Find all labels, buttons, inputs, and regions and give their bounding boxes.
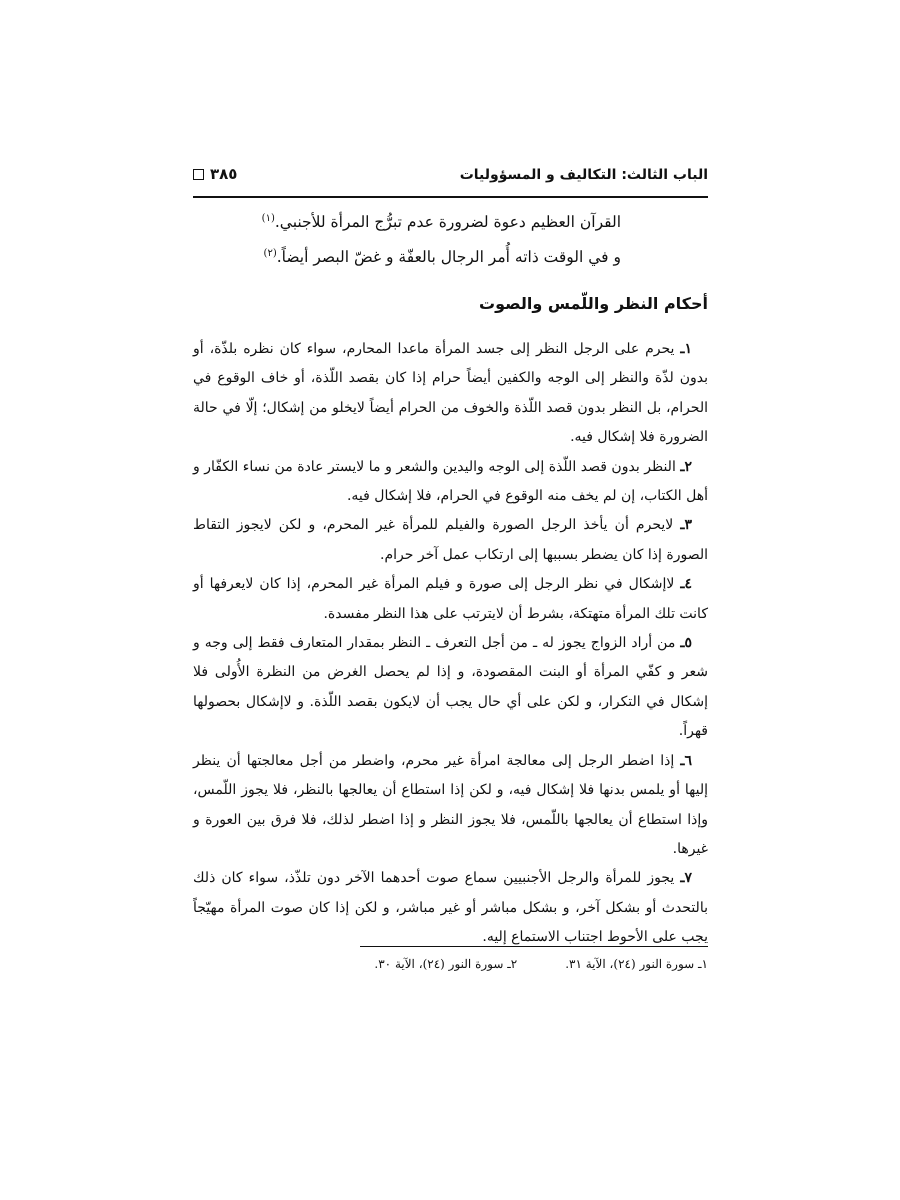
intro-line: القرآن العظيم دعوة لضرورة عدم تبرُّج المرأة للأجنبي.$^{(١)}$ (261, 213, 621, 232)
footnotes (193, 957, 708, 971)
square-marker-icon (193, 169, 204, 180)
rule-number: ٦ـ (680, 752, 692, 769)
chapter-title: الباب الثالث: التكاليف و المسؤوليات (459, 167, 708, 183)
header-divider (193, 196, 708, 198)
page-header (193, 163, 708, 193)
rule-paragraph (193, 570, 708, 629)
rule-text: يجوز للمرأة والرجل الأجنبيين سماع صوت أحدهما الآخر دون تلذّذ، سواء كان ذلك بالتحدث أو بشكل آخر، و بشكل مباشر أو غير مباشر، و لكن إذا كان صوت المرأة مهيّجاً يجب على الأحوط اجتناب الاستماع إليه. (193, 870, 708, 946)
section-title: أحكام النظر واللّمس والصوت (479, 294, 708, 313)
rule-number: ٣ـ (680, 517, 692, 534)
page-number: ٣٨٥ (210, 165, 238, 183)
rule-text: إذا اضطر الرجل إلى معالجة امرأة غير محرم، واضطر من أجل معالجتها أن ينظر إليها أو يلمس بدنها فلا إشكال فيه، و لكن إذا استطاع أن يعالجها بالنظر، فلا يجوز اللّمس، وإذا استطاع أن يعالجها باللّمس، فلا يجوز النظر و إذا اضطر لذلك، فلا فرق بين العورة و غيرها. (193, 752, 708, 857)
footnote-ref: (٢) (263, 248, 277, 260)
rule-text: النظر بدون قصد اللّذة إلى الوجه واليدين والشعر و ما لايستر عادة من نساء الكفّار و أهل الكتاب، إن لم يخف منه الوقوع في الحرام، فلا إشكال فيه. (193, 458, 708, 505)
rules-list (193, 335, 708, 953)
rule-paragraph (193, 511, 708, 570)
rule-number: ٥ـ (680, 635, 693, 652)
rule-text: من أراد الزواج يجوز له ـ من أجل التعرف ـ النظر بمقدار المتعارف فقط إلى وجه و شعر و كفّي المرأة أو البنت المقصودة، و إذا لم يحصل الغرض من النظرة الأُولى فلا إشكال في التكرار، و لكن على أي حال يجب أن لايكون بقصد اللّذة. و لاإشكال بحصولها قهراً. (193, 635, 708, 740)
rule-number: ١ـ (680, 341, 693, 357)
rule-number: ٢ـ (680, 458, 693, 475)
page-number-block (193, 165, 237, 183)
footnote-1: ١ـ سورة النور (٢٤)، الآية ٣١. (565, 957, 708, 971)
footnote-2: ٢ـ سورة النور (٢٤)، الآية ٣٠. (374, 957, 518, 971)
rule-text: لايحرم أن يأخذ الرجل الصورة والفيلم للمرأة غير المحرم، و لكن لايجوز التقاط الصورة إذا كان يضطر بسببها إلى ارتكاب عمل آخر حرام. (193, 517, 708, 563)
rule-paragraph (193, 335, 708, 453)
rule-number: ٤ـ (680, 576, 692, 593)
rule-number: ٧ـ (680, 870, 692, 887)
footnote-ref: (١) (261, 213, 275, 224)
rule-text: يحرم على الرجل النظر إلى جسد المرأة ماعدا المحارم، سواء كان نظره بلذّة، أو بدون لذّة والنظر إلى الوجه والكفين أيضاً حرام إذا كان بقصد اللّذة، أو خاف الوقوع في الحرام، بل النظر بدون قصد اللّذة والخوف من الحرام أيضاً لايخلو من إشكال؛ إلّا في حالة الضرورة فلا إشكال فيه. (193, 341, 708, 446)
rule-paragraph (193, 629, 708, 747)
intro-line: و في الوقت ذاته أُمر الرجال بالعفّة و غضّ البصر أيضاً.$^{(٢)}$ (263, 248, 621, 267)
rule-paragraph (193, 864, 708, 952)
footnote-divider (360, 946, 708, 947)
intro-text (193, 203, 708, 273)
rule-text: لاإشكال في نظر الرجل إلى صورة و فيلم المرأة غير المحرم، إذا كان لايعرفها أو كانت تلك المرأة متهتكة، بشرط أن لايترتب على هذا النظر مفسدة. (193, 576, 708, 622)
rule-paragraph (193, 453, 708, 512)
rule-paragraph (193, 747, 708, 865)
